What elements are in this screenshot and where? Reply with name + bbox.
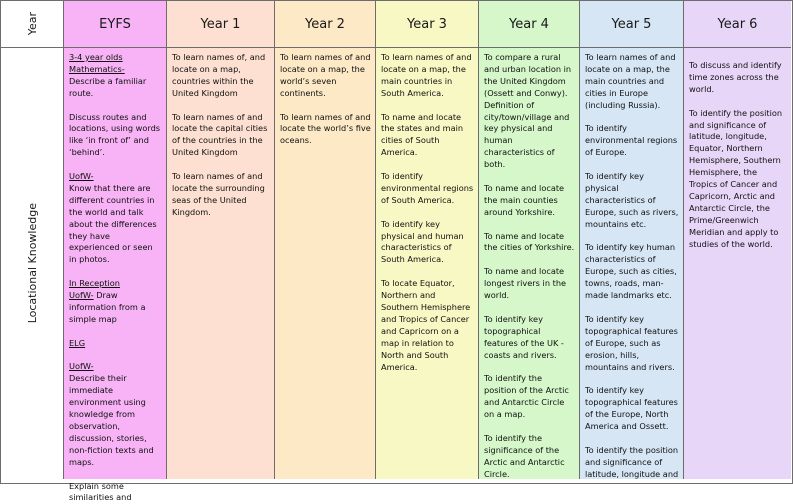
column-header-year-2: Year 2 [275,1,376,48]
objective-text: To learn names of and locate the surrounding seas of the United Kingdom. [172,171,265,217]
column-header-eyfs: EYFS [64,1,167,48]
objective-text: To compare a rural and urban location in the United Kingdom (Ossett and Conwy). Definition of city/town/village and key physical and human characteristics of both. [484,52,572,170]
year-header-label: Year [25,12,39,36]
year-2-cell [275,48,376,479]
objective-text: To identify key topographical features of Europe, such as erosion, hills, mountains and rivers. [585,313,678,372]
year-3-cell [376,48,479,479]
column-header-year-3: Year 3 [376,1,479,48]
objective-text: To learn names of and locate on a map, the main countries in South America. [381,52,472,98]
objective-text: To name and locate the cities of Yorkshire. [484,230,575,253]
eyfs-heading-uofw: UofW- [69,290,94,301]
eyfs-heading-elg: ELG [69,337,86,348]
column-header-year-4: Year 4 [479,1,580,48]
eyfs-cell [64,48,167,503]
eyfs-heading-age: 3-4 year olds [69,52,123,62]
objective-text: To identify the position of the Arctic and Antarctic Circle on a map. [484,373,569,420]
objective-text: To learn names of and locate the world’s five oceans. [280,111,371,146]
objective-text: To identify the position and significance of latitude, longitude and [585,444,679,479]
year-5-cell [580,48,684,479]
objective-text: To learn names of and locate on a map, the main countries and cities in Europe (including Russia). [585,52,676,110]
objective-text: To learn names of, and locate on a map, countries within the United Kingdom [172,52,266,98]
objective-text: To identify key topographical features of the UK -coasts and rivers. [484,313,564,360]
eyfs-text: Discuss routes and locations, using words like ‘in front of’ and ‘behind’. [69,111,161,158]
year-header-cell [1,1,64,48]
column-header-year-5: Year 5 [580,1,684,48]
eyfs-text: Draw information from a simple map [69,290,146,324]
objective-text: To discuss and identify time zones across the world. [689,60,782,94]
objective-text: To identify key physical and human characteristics of South America. [381,218,464,265]
objective-text: To identify the position and significance of latitude, longitude, Equator, Northern Hemisphere, Southern Hemisphere, the Tropics of Cancer and Capricorn, Arctic and Antarctic Circle, the Prime/Greenwich Meridian and apply to studies of the world. [689,107,783,249]
objective-text: To identify environmental regions of South America. [381,171,474,205]
eyfs-text-inline [69,290,162,326]
eyfs-text: Describe their immediate environment using knowledge from observation, discussion, stories, non-fiction texts and maps. [69,373,154,467]
eyfs-heading-reception: In Reception [69,278,120,289]
eyfs-text: Describe a familiar route. [69,75,147,98]
year-6-cell [684,48,791,479]
objective-text: To learn names of and locate the capital cities of the countries in the United Kingdom [172,111,268,158]
eyfs-text: Explain some similarities and [69,480,132,503]
objective-text: To identify key physical characteristics of Europe, such as rivers, mountains etc. [585,171,679,229]
objective-text: To learn names of and locate on a map, the world’s seven continents. [280,52,371,98]
eyfs-heading-uofw: UofW- [69,361,94,372]
objective-text: To name and locate longest rivers in the world. [484,266,567,301]
eyfs-heading-uofw: UofW- [69,171,94,182]
eyfs-heading-maths: Mathematics- [69,63,125,74]
column-header-year-1: Year 1 [167,1,275,48]
objective-text: To identify environmental regions of Europe. [585,123,678,158]
objective-text: To name and locate the main counties around Yorkshire. [484,182,565,217]
objective-text: To identify the significance of the Arctic and Antarctic Circle. [484,432,565,479]
column-header-year-6: Year 6 [684,1,791,48]
year-1-cell [167,48,275,479]
objective-text: To name and locate the states and main cities of South America. [381,111,464,158]
objective-text: To identify key topographical features of the Europe, North America and Ossett. [585,385,678,432]
objective-text: To locate Equator, Northern and Southern Hemisphere and Tropics of Cancer and Capricorn on a map in relation to North and South America. [381,278,471,372]
row-label-locational-knowledge: Locational Knowledge [25,203,39,324]
row-header-cell [1,48,64,479]
eyfs-text: Know that there are different countries in the world and talk about the differences they have experienced or seen in photos. [69,182,157,265]
year-4-cell [479,48,580,479]
objective-text: To identify key human characteristics of Europe, such as cities, towns, roads, man-made landmarks etc. [585,242,677,301]
